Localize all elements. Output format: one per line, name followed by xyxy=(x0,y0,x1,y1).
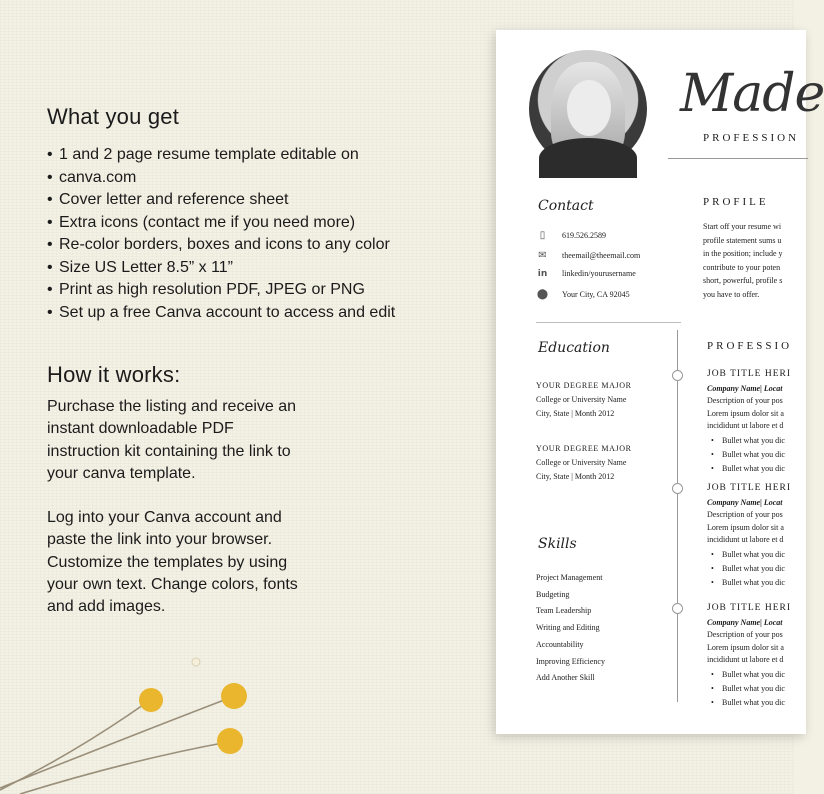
photo-body xyxy=(539,138,637,178)
job-text: incididunt ut labore et d xyxy=(707,420,784,430)
what-you-get-heading: What you get xyxy=(47,104,180,129)
list-item: • Re-color borders, boxes and icons to any color xyxy=(47,234,467,257)
yellow-flower xyxy=(221,683,247,709)
degree: YOUR DEGREE MAJOR xyxy=(536,381,632,390)
job-entry xyxy=(707,482,791,590)
school: College or University Name xyxy=(536,395,627,404)
profile-line: contribute to your poten xyxy=(703,262,781,272)
skills-heading: Skills xyxy=(538,536,577,552)
job-entry xyxy=(707,368,791,476)
stem xyxy=(0,700,150,790)
job-bullets xyxy=(707,548,791,590)
job-title: JOB TITLE HERI xyxy=(707,369,792,379)
skills-list xyxy=(536,570,605,687)
profile-line: short, powerful, profile s xyxy=(703,276,783,286)
info-column xyxy=(47,104,467,641)
skill-item: Project Management xyxy=(536,573,603,582)
contact-email xyxy=(536,249,640,262)
job-description: Description of your pos xyxy=(707,630,783,640)
small-bud xyxy=(192,658,200,666)
bullet: • Bullet what you dic xyxy=(707,576,791,590)
how-it-works-section xyxy=(47,362,467,619)
list-item: • Extra icons (contact me if you need more) xyxy=(47,212,467,235)
list-item: • Size US Letter 8.5” x 11” xyxy=(47,257,467,280)
skill-item: Add Another Skill xyxy=(536,673,595,683)
bullet: • Bullet what you dic xyxy=(707,682,791,696)
stem xyxy=(0,697,232,788)
profile-photo xyxy=(529,50,647,168)
location-text: Your City, CA 92045 xyxy=(562,290,630,299)
mail-icon: ✉ xyxy=(538,250,547,261)
location-pin-icon: ⬤ xyxy=(536,289,549,300)
header-divider xyxy=(668,158,808,159)
job-entry xyxy=(707,602,791,710)
job-bullets xyxy=(707,668,791,710)
yellow-flower xyxy=(217,728,243,754)
photo-face xyxy=(567,80,611,136)
skill-item: Accountability xyxy=(536,639,584,649)
timeline-dot xyxy=(672,603,683,614)
job-text: incididunt ut labore et d xyxy=(707,534,784,544)
billy-button-flowers xyxy=(0,640,280,794)
degree: YOUR DEGREE MAJOR xyxy=(536,444,632,453)
education-entry xyxy=(536,379,632,421)
profile-text xyxy=(703,220,813,302)
company: Company Name| Locat xyxy=(707,384,783,394)
profile-line: Start off your resume wi xyxy=(703,222,782,231)
profile-heading: PROFILE xyxy=(703,196,769,208)
job-description: Description of your pos xyxy=(707,510,783,520)
timeline-dot xyxy=(672,370,683,381)
skill-item: Team Leadership xyxy=(536,606,592,616)
resume-template-page xyxy=(496,30,824,734)
school: College or University Name xyxy=(536,458,627,467)
list-item: • 1 and 2 page resume template editable on xyxy=(47,144,467,167)
linkedin-text: linkedin/yourusername xyxy=(562,269,636,278)
bullet: • Bullet what you dic xyxy=(707,462,791,476)
bullet: • Bullet what you dic xyxy=(707,696,791,710)
bullet: • Bullet what you dic xyxy=(707,562,791,576)
profile-line: profile statement sums u xyxy=(703,235,782,245)
how-it-works-paragraph: Purchase the listing and receive an instant downloadable PDF instruction kit containing the link to your canva template. xyxy=(47,398,297,482)
resume-profession-title: PROFESSION xyxy=(703,132,800,144)
education-entry xyxy=(536,442,632,484)
contact-location xyxy=(536,288,630,301)
yellow-flower xyxy=(139,688,163,712)
bullet: • Bullet what you dic xyxy=(707,668,791,682)
school-meta: City, State | Month 2012 xyxy=(536,472,615,481)
company: Company Name| Locat xyxy=(707,618,783,628)
profile-line: you have to offer. xyxy=(703,289,760,299)
bullet: • Bullet what you dic xyxy=(707,548,791,562)
school-meta: City, State | Month 2012 xyxy=(536,409,615,418)
education-heading: Education xyxy=(538,340,610,356)
job-description: Description of your pos xyxy=(707,396,783,406)
how-it-works-paragraph: Log into your Canva account and paste the link into your browser. Customize the templates by using your own text. Change colors, fonts and add images. xyxy=(47,509,298,616)
timeline-line xyxy=(677,330,678,702)
resume-name: Made xyxy=(680,64,824,124)
flower-stems xyxy=(0,697,232,794)
bullet: • Bullet what you dic xyxy=(707,434,791,448)
list-item: • Print as high resolution PDF, JPEG or PNG xyxy=(47,279,467,302)
experience-heading: PROFESSIO xyxy=(707,340,793,352)
list-item: • Cover letter and reference sheet xyxy=(47,189,467,212)
job-title: JOB TITLE HERI xyxy=(707,483,792,493)
contact-phone xyxy=(536,229,606,242)
bullet: • Bullet what you dic xyxy=(707,448,791,462)
section-divider xyxy=(536,322,681,323)
skill-item: Improving Efficiency xyxy=(536,656,605,666)
phone-icon: ▯ xyxy=(539,230,546,241)
profile-line: in the position; include y xyxy=(703,249,783,259)
skill-item: Writing and Editing xyxy=(536,623,600,633)
job-text: Lorem ipsum dolor sit a xyxy=(707,522,784,532)
how-it-works-heading: How it works: xyxy=(47,362,181,387)
phone-text: 619.526.2589 xyxy=(562,231,606,240)
job-bullets xyxy=(707,434,791,476)
company: Company Name| Locat xyxy=(707,498,783,508)
job-title: JOB TITLE HERI xyxy=(707,603,792,613)
linkedin-icon: in xyxy=(537,268,548,279)
what-you-get-list xyxy=(47,144,467,324)
timeline-dot xyxy=(672,483,683,494)
skill-item: Budgeting xyxy=(536,589,570,599)
list-item: • canva.com xyxy=(47,167,467,190)
contact-linkedin xyxy=(536,267,636,280)
job-text: Lorem ipsum dolor sit a xyxy=(707,408,784,418)
contact-heading: Contact xyxy=(538,198,594,214)
email-text: theemail@theemail.com xyxy=(562,251,641,260)
job-text: Lorem ipsum dolor sit a xyxy=(707,642,784,652)
list-item: • Set up a free Canva account to access and edit xyxy=(47,302,467,325)
job-text: incididunt ut labore et d xyxy=(707,654,784,664)
